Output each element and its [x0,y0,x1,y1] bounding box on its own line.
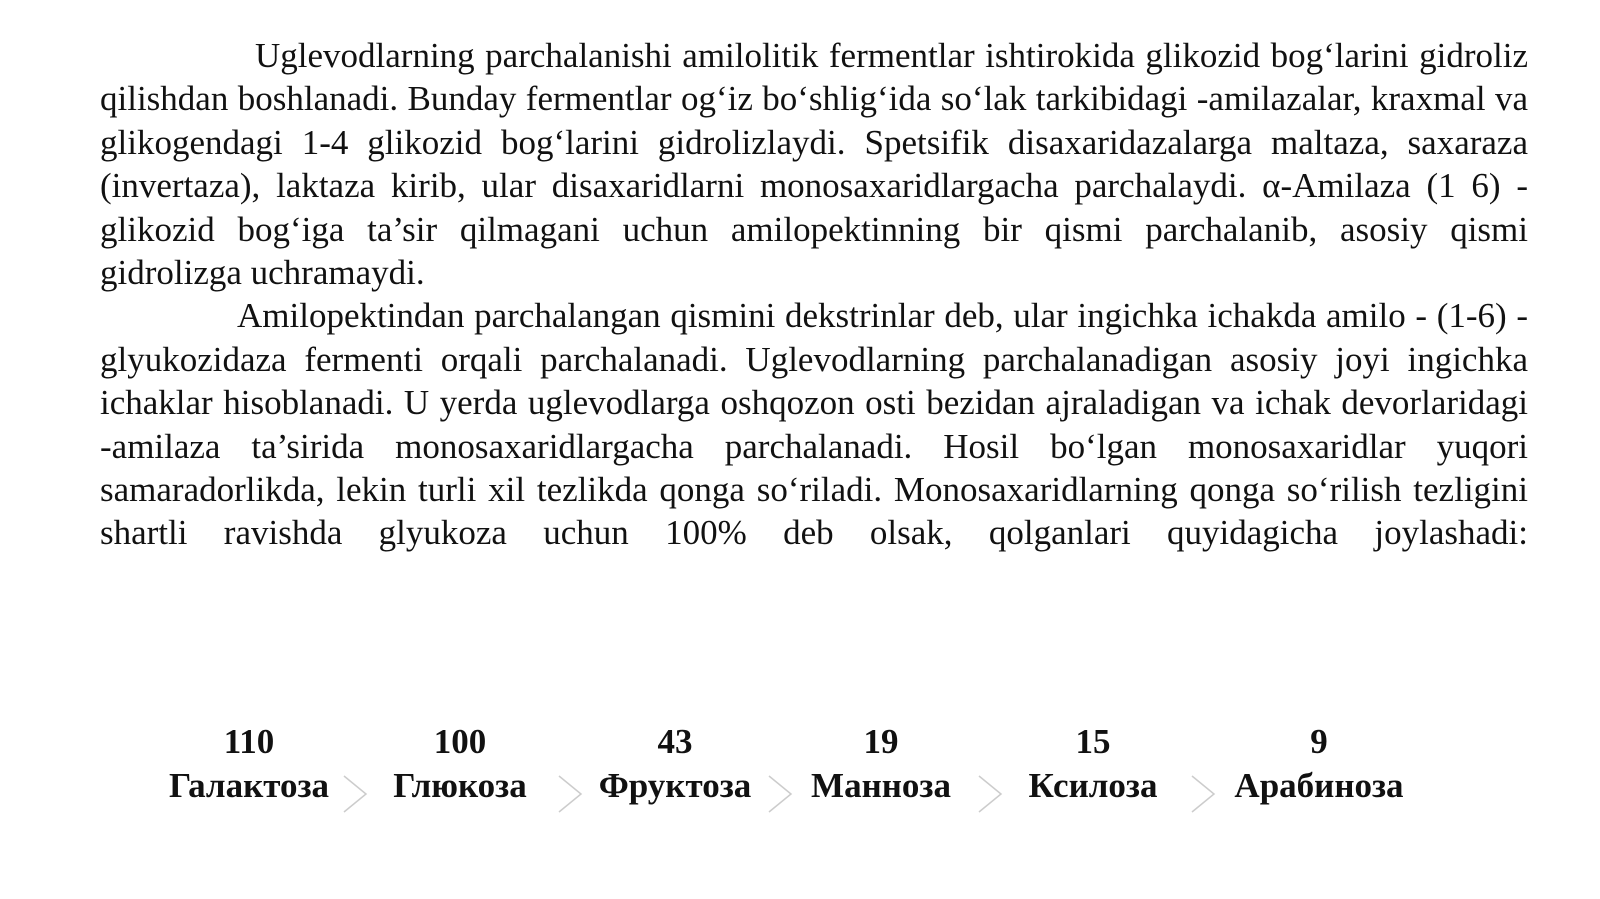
sequence-item-galactose [158,720,340,808]
sequence-item-glucose [382,720,538,808]
sequence-label: Фруктоза [598,766,752,805]
chevron-right-icon [1188,772,1220,816]
chevron-right-icon [765,772,797,816]
absorption-rate-sequence [0,720,1600,810]
paragraph-1: Uglevodlarning parchalanishi amilolitik fermentlar ishtirokida glikozid bog‘larini gidroliz qilishdan boshlanadi. Bunday fermentlar og‘iz bo‘shlig‘ida so‘lak tarkibidagi -amilazalar, kraxmal va glikogendagi 1-4 glikozid bog‘larini gidrolizlaydi. Spetsifik disaxaridazalarga maltaza, saxaraza (invertaza), laktaza kirib, ular disaxaridlarni monosaxaridlargacha parchalaydi. α-Amilaza (1 6) -glikozid bog‘iga ta’sir qilmagani uchun amilopektinning bir qismi parchalanib, asosiy qismi gidrolizga uchramaydi. [100,36,1528,293]
chevron-right-icon [340,772,372,816]
paragraph-2: Amilopektindan parchalangan qismini dekstrinlar deb, ular ingichka ichakda amilo - (1-6) -glyukozidaza fermenti orqali parchalanadi. Uglevodlarning parchalanadigan asosiy joyi ingichka ichaklar hisoblanadi. U yerda uglevodlarga oshqozon osti bezidan ajraladigan va ichak devorlaridagi -amilaza ta’sirida monosaxaridlargacha parchalanadi. Hosil bo‘lgan monosaxaridlar yuqori samaradorlikda, lekin turli xil tezlikda qonga so‘riladi. Monosaxaridlarning qonga so‘rilish tezligini shartli ravishda glyukoza uchun 100% deb olsak, qolganlari quyidagicha joylashadi: [100,296,1528,553]
sequence-value: 43 [657,722,693,761]
sequence-label: Галактоза [168,766,330,805]
chevron-right-icon [555,772,587,816]
sequence-value: 110 [223,722,275,761]
sequence-label: Глюкоза [393,766,527,805]
sequence-item-arabinose [1226,720,1412,808]
sequence-value: 9 [1310,722,1328,761]
sequence-value: 19 [863,722,899,761]
sequence-label: Арабиноза [1234,766,1404,805]
sequence-label: Ксилоза [1028,766,1158,805]
sequence-item-fructose [590,720,760,808]
chevron-right-icon [975,772,1007,816]
sequence-value: 100 [433,722,487,761]
document-body [100,34,1528,555]
sequence-label: Манноза [811,766,951,805]
sequence-value: 15 [1075,722,1111,761]
sequence-item-mannose [802,720,960,808]
sequence-item-xylose [1018,720,1168,808]
